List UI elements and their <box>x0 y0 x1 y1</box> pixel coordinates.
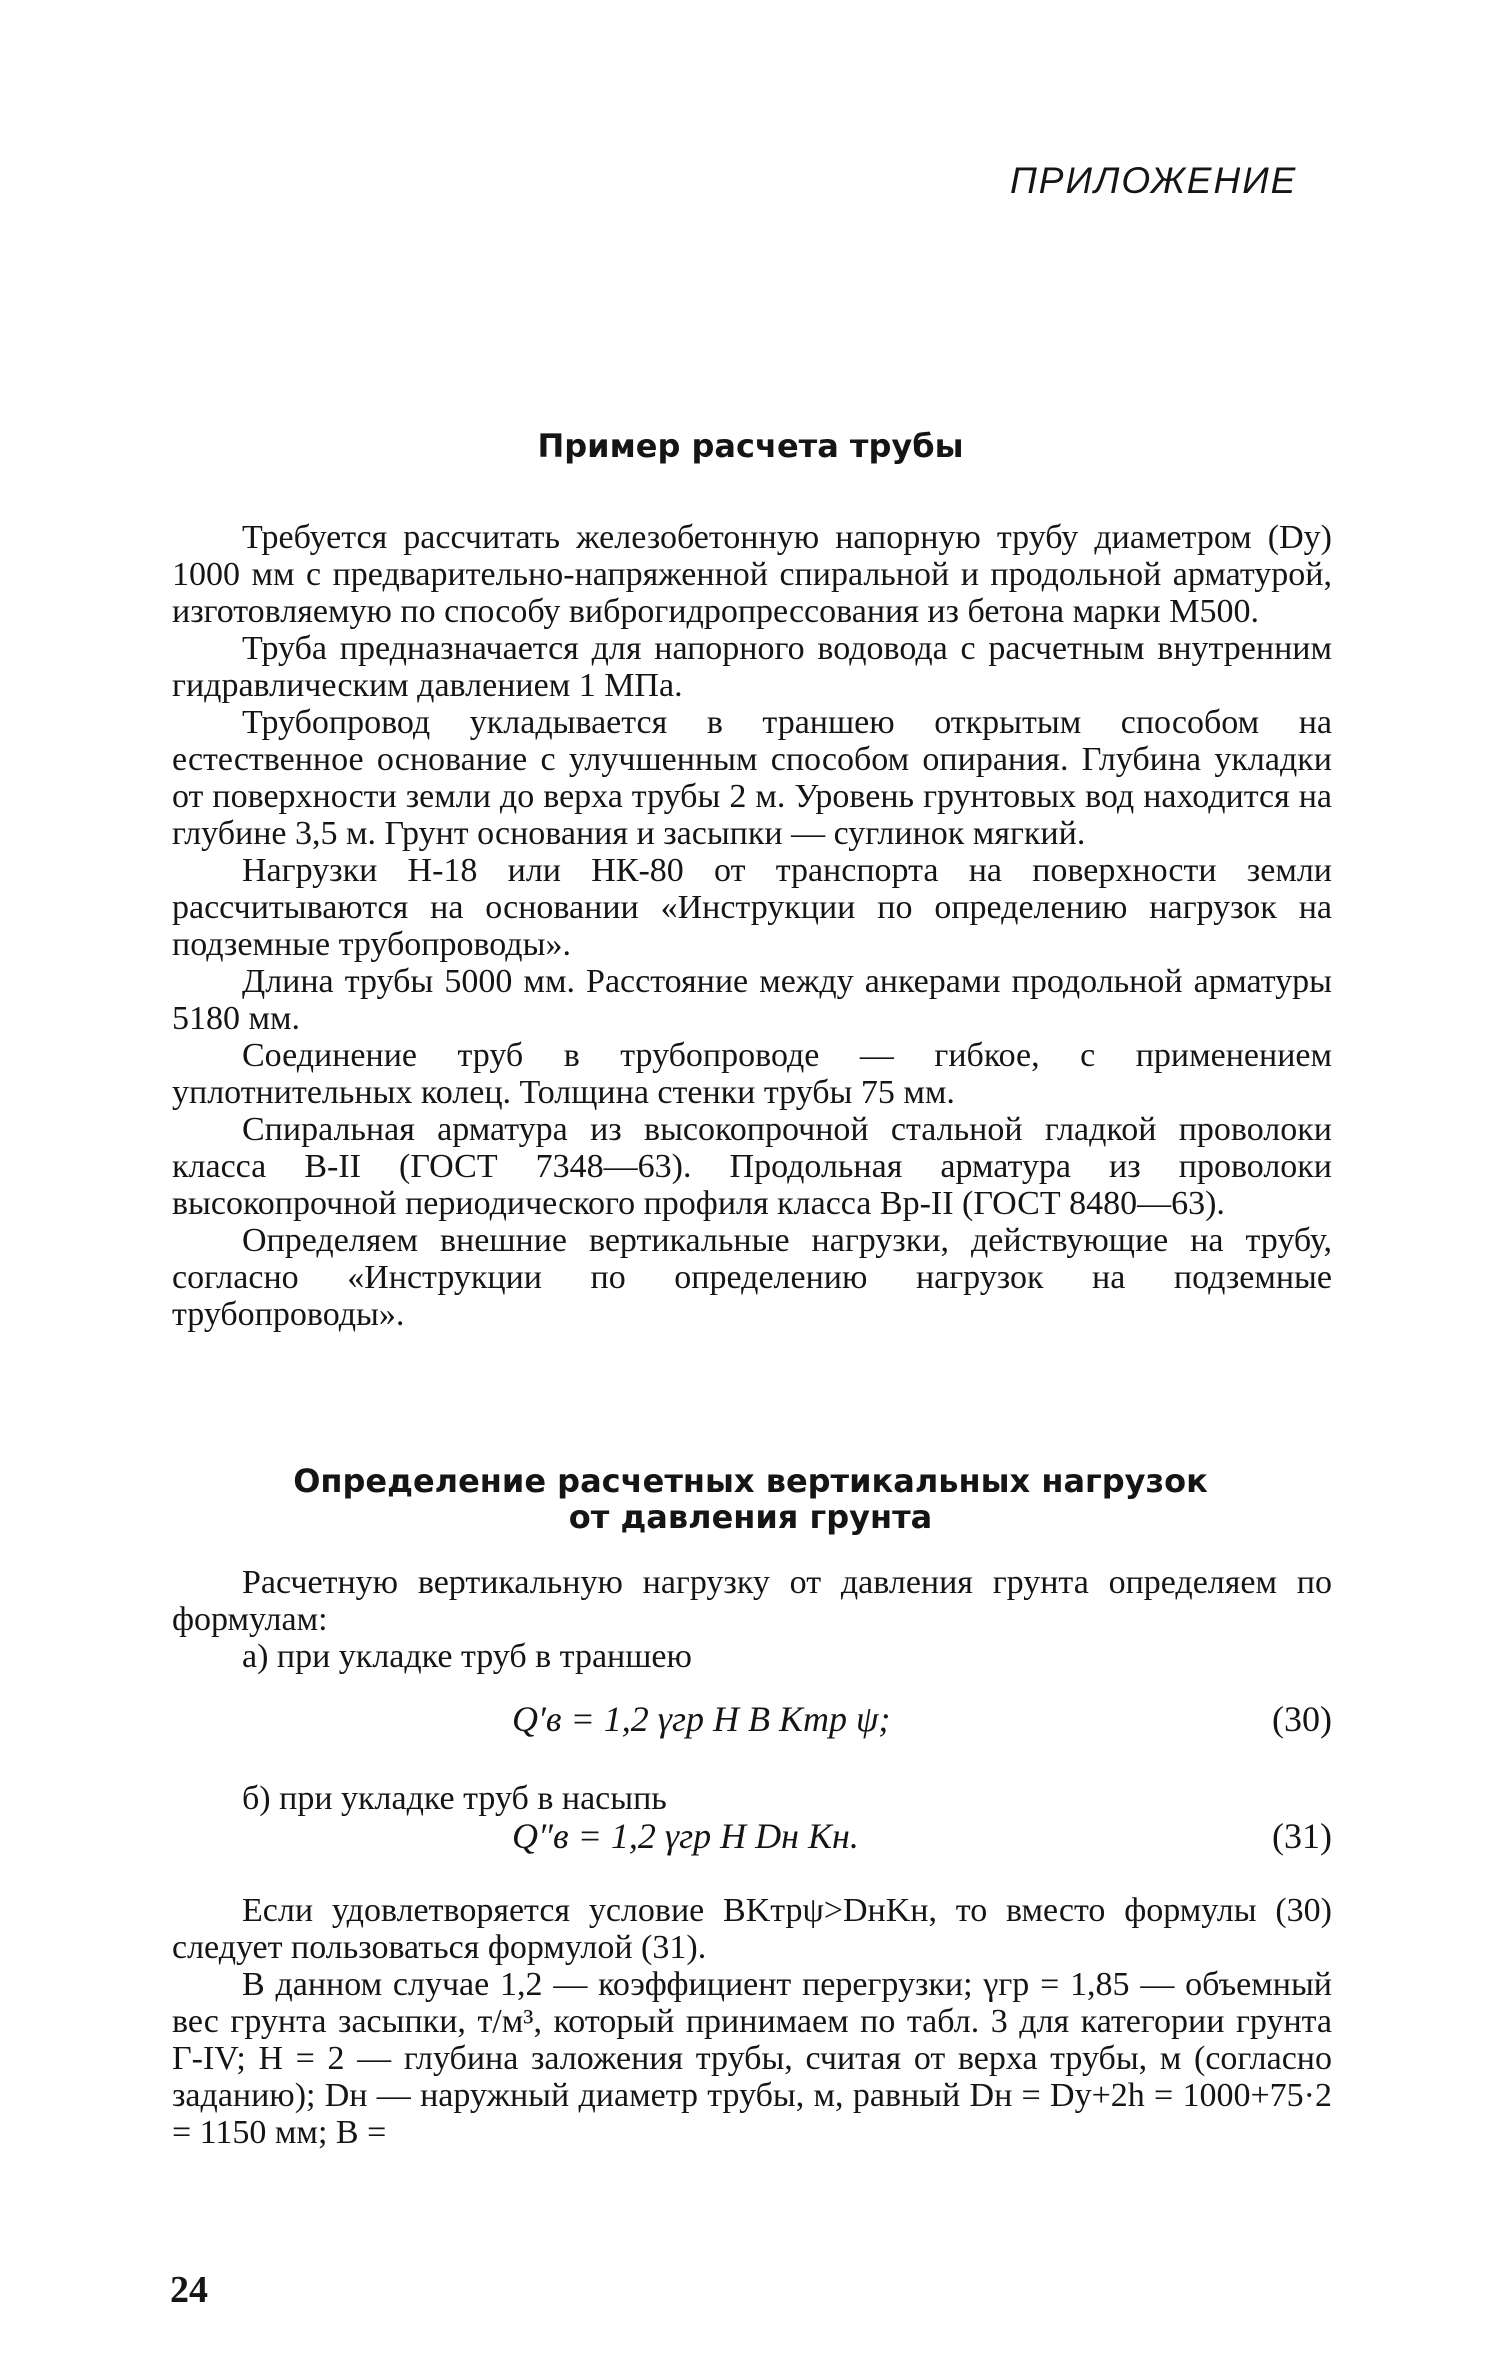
formula-number: (31) <box>1272 1816 1332 1856</box>
paragraph: Расчетную вертикальную нагрузку от давления грунта определяем по формулам: <box>172 1564 1332 1638</box>
section-title-line: от давления грунта <box>568 1498 933 1536</box>
section-title-line: Определение расчетных вертикальных нагрузок <box>293 1462 1208 1500</box>
paragraph: Трубопровод укладывается в траншею открытым способом на естественное основание с улучшенным способом опирания. Глубина укладки от поверхности земли до верха трубы 2 м. Уровень грунтовых вод находится на глубине 3,5 м. Грунт основания и засыпки — суглинок мягкий. <box>172 704 1332 852</box>
loads-intro <box>172 1564 1332 1675</box>
loads-explanation <box>172 1892 1332 2151</box>
paragraph: Спиральная арматура из высокопрочной стальной гладкой проволоки класса В-II (ГОСТ 7348—63). Продольная арматура из проволоки высокопрочной периодического профиля класса Вр-II (ГОСТ 8480—63). <box>172 1111 1332 1222</box>
paragraph: Длина трубы 5000 мм. Расстояние между анкерами продольной арматуры 5180 мм. <box>172 963 1332 1037</box>
paragraph: Если удовлетворяется условие BKтрψ>DнKн, то вместо формулы (30) следует пользоваться формулой (31). <box>172 1892 1332 1966</box>
paragraph: Требуется рассчитать железобетонную напорную трубу диаметром (Dу) 1000 мм с предварительно-напряженной спиральной и продольной арматурой, изготовляемую по способу виброгидропрессования из бетона марки М500. <box>172 519 1332 630</box>
paragraph: Определяем внешние вертикальные нагрузки, действующие на трубу, согласно «Инструкции по определению нагрузок на подземные трубопроводы». <box>172 1222 1332 1333</box>
page-number: 24 <box>170 2269 208 2311</box>
section-title-loads <box>0 1463 1501 1535</box>
formula-expression: Q′в = 1,2 γгр H B Kтр ψ; <box>512 1699 891 1739</box>
paragraph: Соединение труб в трубопроводе — гибкое, с применением уплотнительных колец. Толщина стенки трубы 75 мм. <box>172 1037 1332 1111</box>
section-title-example: Пример расчета трубы <box>537 427 964 465</box>
paragraph: Труба предназначается для напорного водовода с расчетным внутренним гидравлическим давлением 1 МПа. <box>172 630 1332 704</box>
section-example-body <box>172 519 1332 1333</box>
appendix-heading: ПРИЛОЖЕНИЕ <box>1010 160 1298 201</box>
formula-expression: Q″в = 1,2 γгр H Dн Kн. <box>512 1816 859 1856</box>
case-a-label: а) при укладке труб в траншею <box>242 1638 692 1675</box>
formula-number: (30) <box>1272 1699 1332 1739</box>
case-b-label: б) при укладке труб в насыпь <box>242 1780 667 1817</box>
paragraph: Нагрузки Н-18 или НК-80 от транспорта на поверхности земли рассчитываются на основании «Инструкции по определению нагрузок на подземные трубопроводы». <box>172 852 1332 963</box>
paragraph: В данном случае 1,2 — коэффициент перегрузки; γгр = 1,85 — объемный вес грунта засыпки, т/м³, который принимаем по табл. 3 для категории грунта Г-IV; H = 2 — глубина заложения трубы, считая от верха трубы, м (согласно заданию); Dн — наружный диаметр трубы, м, равный Dн = Dу+2h = 1000+75·2 = 1150 мм; B = <box>172 1966 1332 2151</box>
case-b <box>172 1780 1332 1817</box>
